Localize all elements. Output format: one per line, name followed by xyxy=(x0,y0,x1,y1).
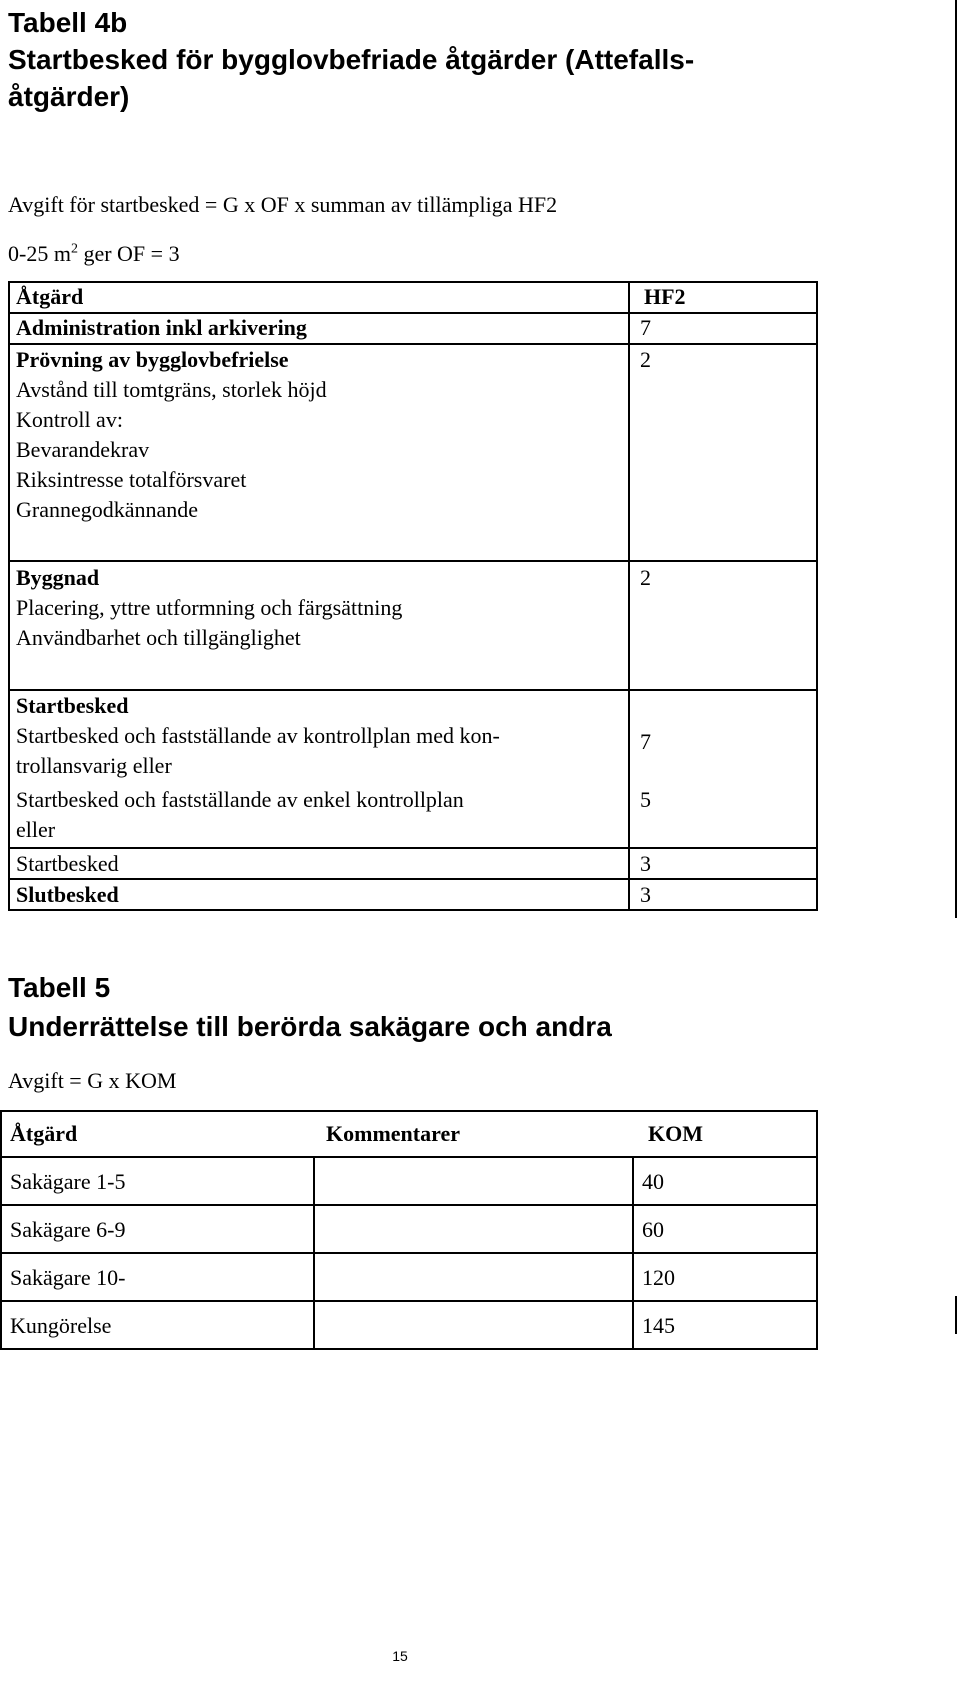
table4b-header-hf2: HF2 xyxy=(644,284,686,309)
row-byggnad-line: Användbarhet och tillgänglighet xyxy=(16,625,301,650)
row-startbesked-item-value: 7 xyxy=(640,729,651,754)
table4b xyxy=(8,281,818,911)
row-provning-line: Grannegodkännande xyxy=(16,497,199,522)
margin-bar-top xyxy=(955,0,957,918)
row-provning-line: Avstånd till tomtgräns, storlek höjd xyxy=(16,377,327,402)
table5-header-kom: KOM xyxy=(648,1121,703,1146)
row-provning-value: 2 xyxy=(640,347,651,372)
table5-row-label: Sakägare 10- xyxy=(10,1265,126,1290)
row-byggnad-value: 2 xyxy=(640,565,651,590)
row-startbesked-value: 3 xyxy=(640,851,651,876)
table4b-heading-line2: Startbesked för bygglovbefriade åtgärder (Attefalls- xyxy=(8,44,695,75)
table4b-heading-line3: åtgärder) xyxy=(8,81,130,112)
row-byggnad-line: Placering, yttre utformning och färgsättning xyxy=(16,595,403,620)
page-number: 15 xyxy=(392,1648,408,1664)
area-prefix: 0-25 m xyxy=(8,241,71,266)
table5-header-action: Åtgärd xyxy=(10,1121,78,1146)
table4b-header-action: Åtgärd xyxy=(16,284,84,309)
table5-header-comments: Kommentarer xyxy=(326,1121,460,1146)
area-suffix: ger OF = 3 xyxy=(77,241,180,266)
area-superscript: 2 xyxy=(70,241,78,257)
table4b-heading xyxy=(8,4,828,115)
row-startbesked-item-line1: Startbesked och fastställande av kontrollplan med kon- xyxy=(16,723,500,748)
table5-row-label: Kungörelse xyxy=(10,1313,112,1338)
table4b-heading-line1: Tabell 4b xyxy=(8,7,128,38)
row-provning-line: Bevarandekrav xyxy=(16,437,150,462)
table5-row-label: Sakägare 6-9 xyxy=(10,1217,126,1242)
table5-heading-line2: Underrättelse till berörda sakägare och andra xyxy=(8,1011,612,1042)
row-admin-value: 7 xyxy=(640,315,651,340)
row-startbesked-group-title: Startbesked xyxy=(16,693,129,718)
row-provning-title: Prövning av bygglovbefrielse xyxy=(16,347,289,372)
table5-row-value: 120 xyxy=(642,1265,675,1290)
row-startbesked-item-line2: trollansvarig eller xyxy=(16,753,172,778)
table5-formula: Avgift = G x KOM xyxy=(8,1068,177,1093)
row-startbesked-item-line2: eller xyxy=(16,817,56,842)
row-startbesked-item-value: 5 xyxy=(640,787,651,812)
row-byggnad-title: Byggnad xyxy=(16,565,100,590)
row-provning-line: Riksintresse totalförsvaret xyxy=(16,467,247,492)
margin-bar-bottom xyxy=(955,1296,957,1334)
row-slutbesked-value: 3 xyxy=(640,882,651,907)
row-admin-label: Administration inkl arkivering xyxy=(16,315,307,340)
table5-row-value: 60 xyxy=(642,1217,664,1242)
table5-heading xyxy=(8,968,828,1046)
row-startbesked-item-line1: Startbesked och fastställande av enkel kontrollplan xyxy=(16,787,464,812)
row-slutbesked-label: Slutbesked xyxy=(16,882,119,907)
table4b-area-rule xyxy=(8,241,180,267)
table4b-formula: Avgift för startbesked = G x OF x summan av tillämpliga HF2 xyxy=(8,192,558,217)
table5 xyxy=(0,1110,818,1350)
row-startbesked-label: Startbesked xyxy=(16,851,119,876)
table5-row-label: Sakägare 1-5 xyxy=(10,1169,126,1194)
row-provning-line: Kontroll av: xyxy=(16,407,123,432)
table5-row-value: 145 xyxy=(642,1313,675,1338)
table5-heading-line1: Tabell 5 xyxy=(8,972,111,1003)
table5-row-value: 40 xyxy=(642,1169,664,1194)
